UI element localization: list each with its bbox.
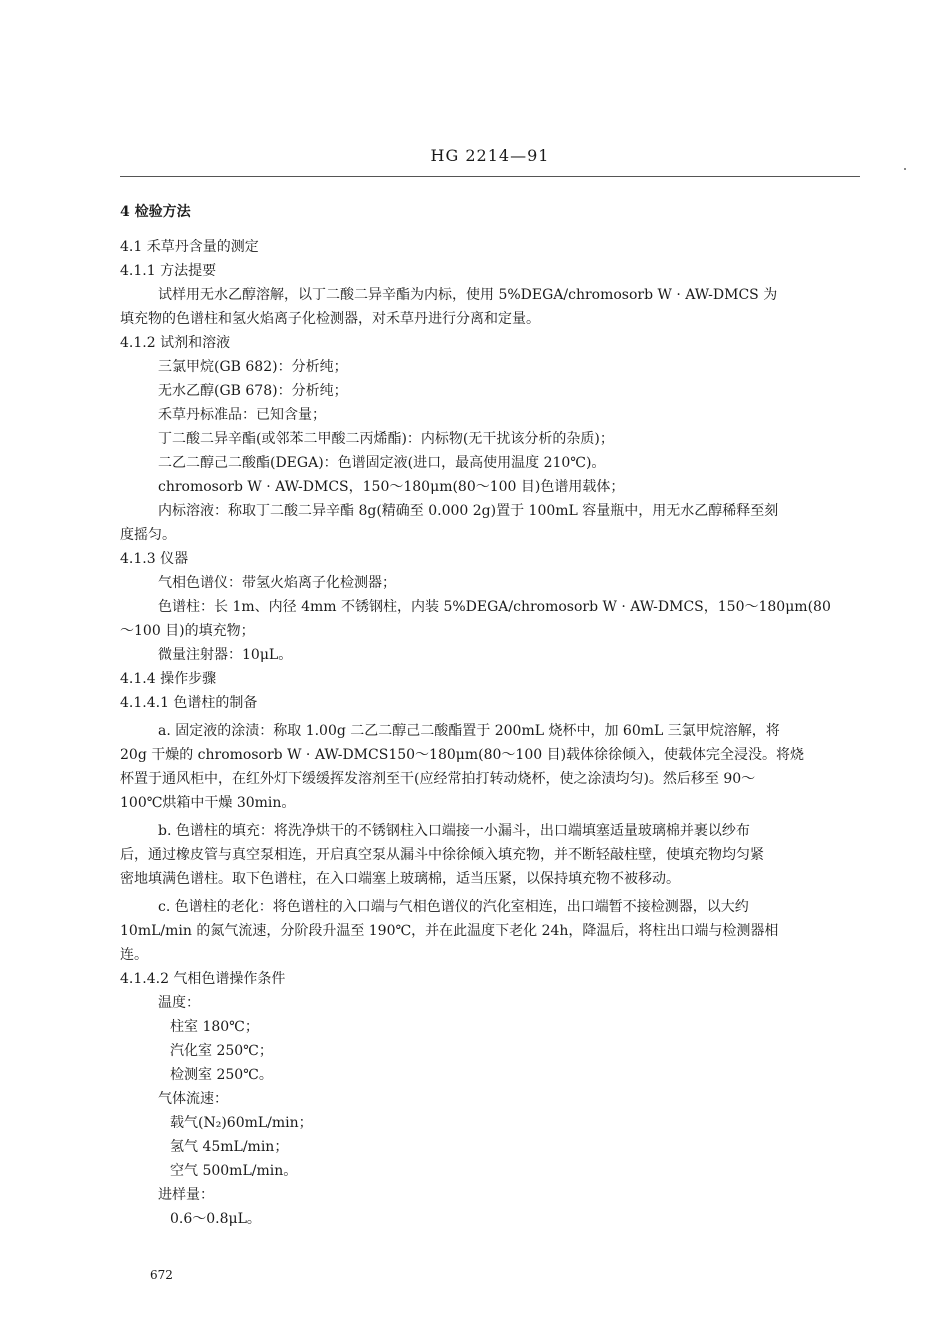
subsection-heading: 4.1 禾草丹含量的测定 <box>120 239 259 255</box>
subsection-heading: 4.1.4.1 色谱柱的制备 <box>120 695 258 711</box>
list-item: 色谱柱：长 1m、内径 4mm 不锈钢柱，内装 5%DEGA/chromosorb W · AW-DMCS，150～180μm(80 <box>158 599 831 615</box>
condition-label: 气体流速： <box>158 1091 228 1107</box>
paragraph-line: 连。 <box>120 947 148 963</box>
header-rule <box>120 176 860 177</box>
list-item: 禾草丹标准品：已知含量； <box>158 407 326 423</box>
condition-item: 氢气 45mL/min； <box>170 1139 289 1155</box>
list-item: 无水乙醇(GB 678)：分析纯； <box>158 383 348 399</box>
paragraph-line: a. 固定液的涂渍：称取 1.00g 二乙二醇己二酸酯置于 200mL 烧杯中，加 60mL 三氯甲烷溶解，将 <box>158 723 780 739</box>
paragraph-line: 度摇匀。 <box>120 527 176 543</box>
list-item: 三氯甲烷(GB 682)：分析纯； <box>158 359 348 375</box>
paragraph-line: c. 色谱柱的老化：将色谱柱的入口端与气相色谱仪的汽化室相连，出口端暂不接检测器，以大约 <box>158 899 749 915</box>
subsection-heading: 4.1.2 试剂和溶液 <box>120 335 231 351</box>
paragraph-line: 20g 干燥的 chromosorb W · AW-DMCS150～180μm(80～100 目)载体徐徐倾入，使载体完全浸没。将烧 <box>120 747 805 763</box>
page-number: 672 <box>150 1268 173 1282</box>
list-item: 内标溶液：称取丁二酸二异辛酯 8g(精确至 0.000 2g)置于 100mL 容量瓶中，用无水乙醇稀释至刻 <box>158 503 779 519</box>
section-heading: 4 检验方法 <box>120 204 191 220</box>
paragraph-line: 试样用无水乙醇溶解，以丁二酸二异辛酯为内标，使用 5%DEGA/chromosorb W · AW-DMCS 为 <box>158 287 778 303</box>
paragraph-line: 10mL/min 的氮气流速，分阶段升温至 190℃，并在此温度下老化 24h，降温后，将柱出口端与检测器相 <box>120 923 779 939</box>
list-item: 气相色谱仪：带氢火焰离子化检测器； <box>158 575 396 591</box>
paragraph-line: 密地填满色谱柱。取下色谱柱，在入口端塞上玻璃棉，适当压紧，以保持填充物不被移动。 <box>120 871 680 887</box>
condition-label: 进样量： <box>158 1187 214 1203</box>
condition-item: 载气(N₂)60mL/min； <box>170 1115 313 1131</box>
list-item: 二乙二醇己二酸酯(DEGA)：色谱固定液(进口，最高使用温度 210℃)。 <box>158 455 606 471</box>
condition-item: 汽化室 250℃； <box>170 1043 273 1059</box>
page-header: HG 2214—91 <box>430 146 550 165</box>
paragraph-line: 杯置于通风柜中，在红外灯下缓缓挥发溶剂至干(应经常拍打转动烧杯，使之涂渍均匀)。然后移至 90～ <box>120 771 756 787</box>
list-item: chromosorb W · AW-DMCS，150～180μm(80～100 目)色谱用载体； <box>158 479 625 495</box>
condition-item: 检测室 250℃。 <box>170 1067 273 1083</box>
list-item: 丁二酸二异辛酯(或邻苯二甲酸二丙烯酯)：内标物(无干扰该分析的杂质)； <box>158 431 614 447</box>
condition-label: 温度： <box>158 995 200 1011</box>
paragraph-line: ～100 目)的填充物； <box>120 623 255 639</box>
paragraph-line: 填充物的色谱柱和氢火焰离子化检测器，对禾草丹进行分离和定量。 <box>120 311 540 327</box>
paragraph-line: 后，通过橡皮管与真空泵相连，开启真空泵从漏斗中徐徐倾入填充物，并不断轻敲柱壁，使填充物均匀紧 <box>120 847 764 863</box>
scan-speck <box>904 168 906 170</box>
paragraph-line: b. 色谱柱的填充：将洗净烘干的不锈钢柱入口端接一小漏斗，出口端填塞适量玻璃棉并裹以纱布 <box>158 823 750 839</box>
condition-item: 柱室 180℃； <box>170 1019 259 1035</box>
subsection-heading: 4.1.4 操作步骤 <box>120 671 217 687</box>
subsection-heading: 4.1.3 仪器 <box>120 551 189 567</box>
list-item: 微量注射器：10μL。 <box>158 647 293 663</box>
condition-item: 0.6～0.8μL。 <box>170 1211 261 1227</box>
subsection-heading: 4.1.4.2 气相色谱操作条件 <box>120 971 286 987</box>
subsection-heading: 4.1.1 方法提要 <box>120 263 217 279</box>
condition-item: 空气 500mL/min。 <box>170 1163 298 1179</box>
paragraph-line: 100℃烘箱中干燥 30min。 <box>120 795 296 811</box>
